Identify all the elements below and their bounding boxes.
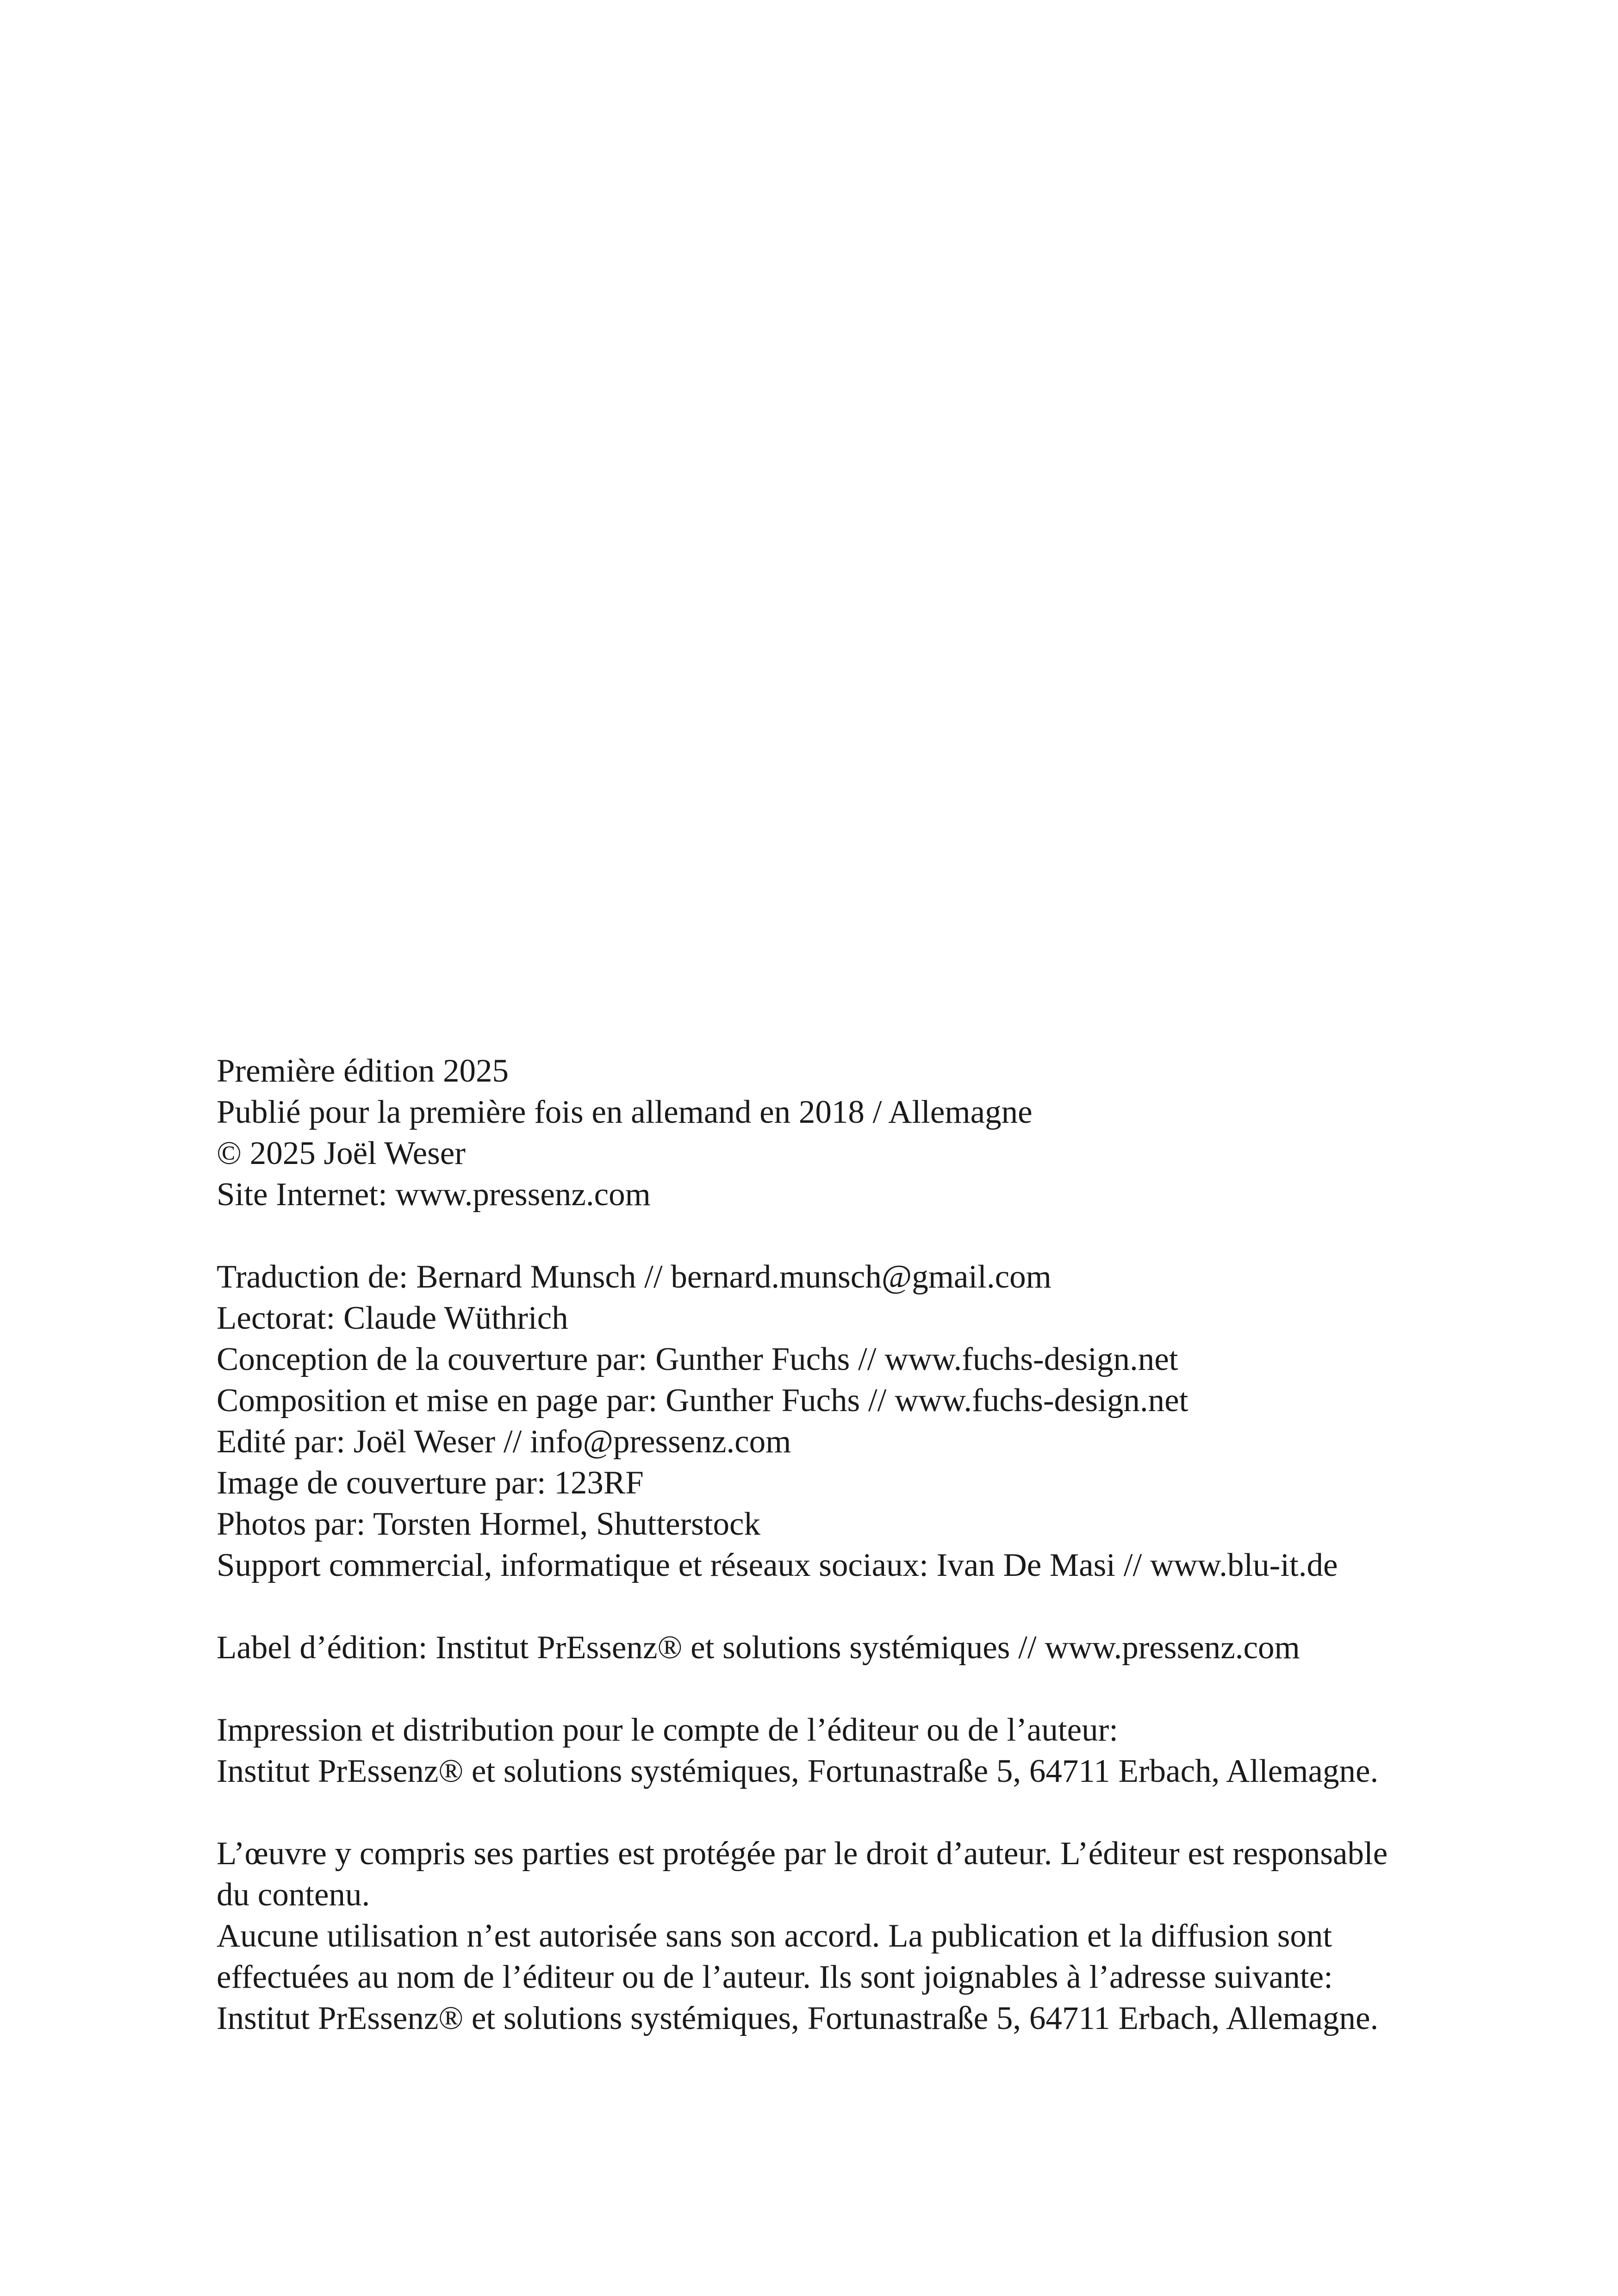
printing-line-1: Impression et distribution pour le compte de l’éditeur ou de l’auteur: <box>217 1712 1119 1748</box>
editor-credit: Edité par: Joël Weser // info@pressenz.com <box>217 1424 791 1460</box>
label-block <box>217 1627 1559 1668</box>
proofreading-credit: Lectorat: Claude Wüthrich <box>217 1300 568 1336</box>
first-published: Publié pour la première fois en allemand en 2018 / Allemagne <box>217 1094 1033 1130</box>
legal-line-5: Institut PrEssenz® et solutions systémiques, Fortunastraße 5, 64711 Erbach, Allemagne. <box>217 2000 1379 2036</box>
first-edition: Première édition 2025 <box>217 1053 509 1089</box>
legal-line-1: L’œuvre y compris ses parties est protégée par le droit d’auteur. L’éditeur est responsable <box>217 1836 1388 1872</box>
edition-block <box>217 1051 1559 1215</box>
legal-line-4: effectuées au nom de l’éditeur ou de l’auteur. Ils sont joignables à l’adresse suivante: <box>217 1959 1333 1995</box>
cover-design-credit: Conception de la couverture par: Gunther Fuchs // www.fuchs-design.net <box>217 1341 1178 1377</box>
support-credit: Support commercial, informatique et réseaux sociaux: Ivan De Masi // www.blu-it.de <box>217 1547 1338 1583</box>
legal-line-2: du contenu. <box>217 1877 370 1913</box>
imprint-text <box>217 1051 1559 2039</box>
printing-line-2: Institut PrEssenz® et solutions systémiques, Fortunastraße 5, 64711 Erbach, Allemagne. <box>217 1753 1379 1789</box>
website: Site Internet: www.pressenz.com <box>217 1176 651 1213</box>
layout-credit: Composition et mise en page par: Gunther Fuchs // www.fuchs-design.net <box>217 1382 1189 1419</box>
photos-credit: Photos par: Torsten Hormel, Shutterstock <box>217 1506 760 1542</box>
printing-block <box>217 1710 1559 1792</box>
legal-line-3: Aucune utilisation n’est autorisée sans son accord. La publication et la diffusion sont <box>217 1918 1332 1954</box>
legal-block <box>217 1833 1559 2039</box>
credits-block <box>217 1257 1559 1586</box>
translation-credit: Traduction de: Bernard Munsch // bernard.munsch@gmail.com <box>217 1259 1052 1295</box>
publishing-label: Label d’édition: Institut PrEssenz® et solutions systémiques // www.pressenz.com <box>217 1630 1300 1666</box>
copyright: © 2025 Joël Weser <box>217 1135 466 1171</box>
cover-image-credit: Image de couverture par: 123RF <box>217 1465 644 1501</box>
